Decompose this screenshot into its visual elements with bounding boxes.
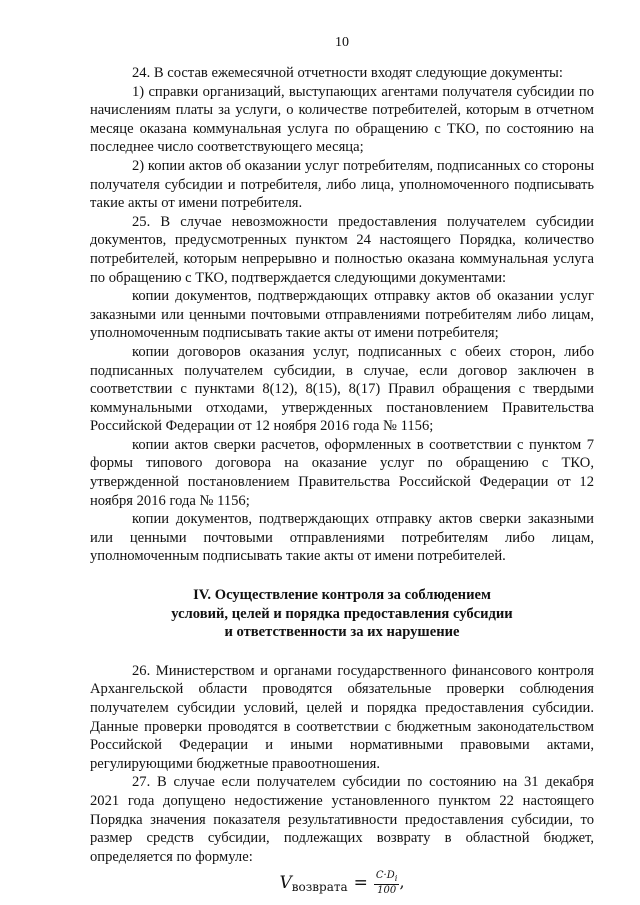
heading-line-3: и ответственности за их нарушение — [224, 624, 460, 641]
section-control — [90, 662, 594, 867]
section-heading — [90, 586, 594, 642]
paragraph-25-item-3: копии актов сверки расчетов, оформленных в соответствии с пунктом 7 формы типового договора на оказание услуг по обращению с ТКО, утвержденной постановлением Правительства Российской Федерации от 12 ноября 2016 года № 1156; — [90, 436, 594, 509]
paragraph-25: 25. В случае невозможности предоставления получателем субсидии документов, предусмотренных пунктом 24 настоящего Порядка, количество потребителей, которым непрерывно и полностью оказана коммунальная услуга по обращению с ТКО, подтверждается следующими документами: — [90, 213, 594, 286]
formula-denominator: 100 — [377, 885, 397, 897]
section-reporting — [90, 64, 594, 566]
paragraph-26: 26. Министерством и органами государственного финансового контроля Архангельской области проводятся обязательные проверки соблюдения получателем субсидии условий, целей и порядка предоставления субсидии. Данные проверки проводятся в соответствии с бюджетным законодательством Российской Федерации и иными нормативными правовыми актами, регулирующими бюджетные правоотношения. — [90, 662, 594, 772]
paragraph-27: 27. В случае если получателем субсидии по состоянию на 31 декабря 2021 года допущено недостижение установленного пунктом 22 настоящего Порядка значения показателя результативности предоставления субсидии, то размер средств субсидии, подлежащих возврату в областной бюджет, определяется по формуле: — [90, 774, 594, 865]
formula-numerator-subscript: i — [394, 873, 398, 884]
page-number: 10 — [335, 35, 349, 50]
paragraph-25-item-4: копии документов, подтверждающих отправку актов сверки заказными или ценными почтовыми отправлениями потребителям либо лицам, уполномоченным подписывать такие акты от имени потребителей. — [90, 511, 594, 565]
spacer — [90, 642, 594, 662]
paragraph-25-item-1: копии документов, подтверждающих отправку актов об оказании услуг заказными или ценными почтовыми отправлениями потребителям либо лицам, уполномоченным подписывать такие акты от имени потребителя; — [90, 288, 594, 342]
refund-formula — [90, 870, 594, 897]
document-page — [90, 34, 594, 897]
formula-fraction — [374, 870, 400, 897]
paragraph-24-item-2: 2) копии актов об оказании услуг потребителям, подписанных со стороны получателя субсидии и потребителя, либо лица, уполномоченного подписывать такие акты от имени потребителя. — [90, 157, 594, 212]
formula-comma: , — [399, 872, 405, 892]
paragraph-24: 24. В состав ежемесячной отчетности входят следующие документы: — [132, 65, 563, 81]
formula-numerator: $C\cdot D_i$ — [375, 870, 398, 884]
formula-variable: Vвозврата — [279, 872, 348, 894]
paragraph-25-item-2: копии договоров оказания услуг, подписанных с обеих сторон, либо подписанных получателем субсидии, в случае, если договор заключен в соответствии с пунктами 8(12), 8(15), 8(17) Правил обращения с твердыми коммунальными отходами, утвержденных постановлением Правительства Российской Федерации от 12 ноября 2016 года № 1156; — [90, 343, 594, 435]
spacer — [90, 566, 594, 586]
formula-equals: = — [353, 872, 368, 893]
heading-line-1: IV. Осуществление контроля за соблюдением — [193, 587, 491, 604]
formula-subscript: возврата — [291, 879, 348, 894]
paragraph-24-item-1: 1) справки организаций, выступающих агентами получателя субсидии по начислениям платы за услуги, о количестве потребителей, которым в отчетном месяце оказана коммунальная услуга по обращению с ТКО, по состоянию на последнее число соответствующего месяца; — [90, 83, 594, 156]
heading-line-2: условий, целей и порядка предоставления субсидии — [171, 605, 513, 622]
